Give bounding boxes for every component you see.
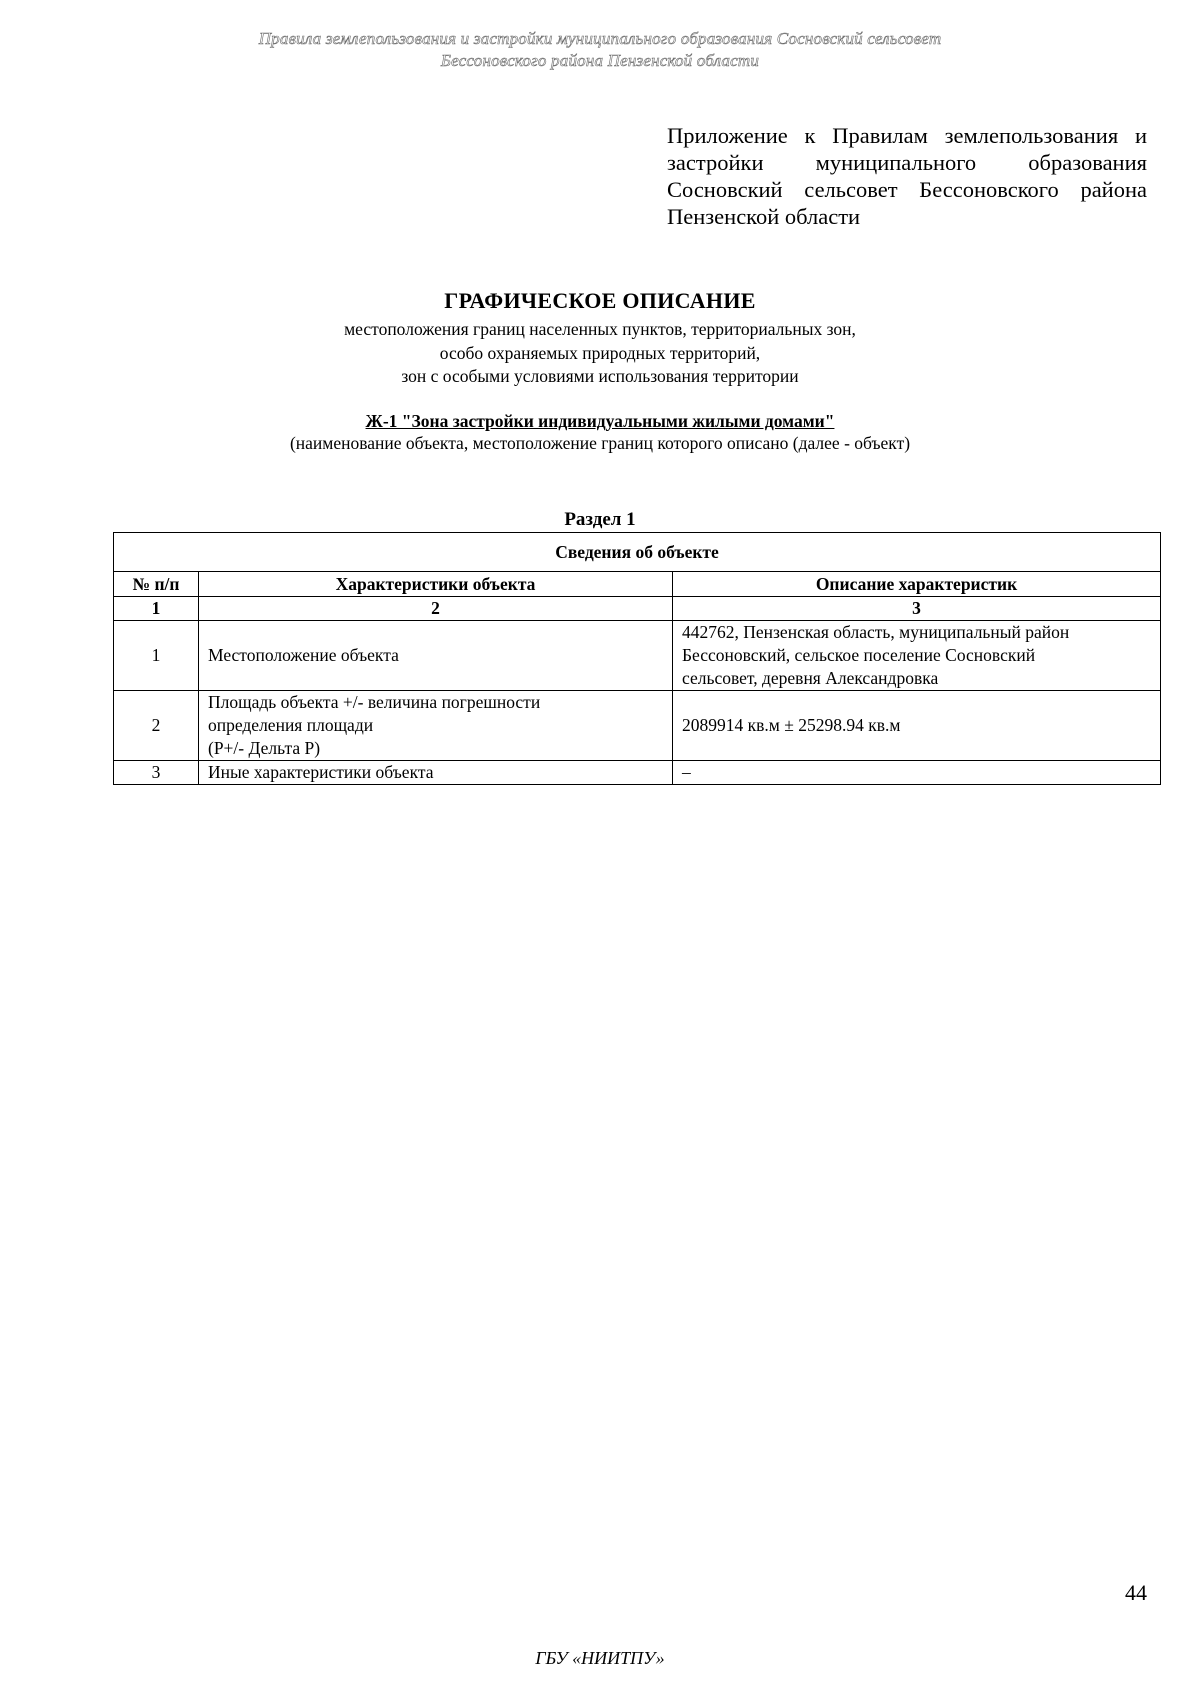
cell-line: 2089914 кв.м ± 25298.94 кв.м xyxy=(682,715,901,735)
row-characteristic xyxy=(199,761,673,785)
column-header: Описание характеристик xyxy=(673,572,1161,597)
row-description xyxy=(673,621,1161,691)
cell-line: Бессоновский, сельское поселение Сосновский xyxy=(682,645,1036,665)
table-row xyxy=(114,761,1161,785)
table-row xyxy=(114,691,1161,761)
row-number: 1 xyxy=(114,621,199,691)
row-number: 2 xyxy=(114,691,199,761)
cell-line: – xyxy=(682,762,691,782)
subtitle-line: особо охраняемых природных территорий, xyxy=(439,342,761,363)
column-number: 1 xyxy=(114,597,199,621)
column-number: 2 xyxy=(199,597,673,621)
column-header: Характеристики объекта xyxy=(199,572,673,597)
cell-line: Площадь объекта +/- величина погрешности xyxy=(208,692,541,712)
row-description xyxy=(673,761,1161,785)
column-number: 3 xyxy=(673,597,1161,621)
row-description xyxy=(673,691,1161,761)
page-number: 44 xyxy=(1125,1580,1147,1605)
appendix-note: Приложение к Правилам землепользования и застройки муниципального образования Сосновский сельсовет Бессоновского района Пензенской области xyxy=(667,123,1147,229)
table-header-row xyxy=(114,572,1161,597)
cell-line: сельсовет, деревня Александровка xyxy=(682,668,939,688)
column-header: № п/п xyxy=(114,572,199,597)
zone-caption: (наименование объекта, местоположение границ которого описано (далее - объект) xyxy=(289,433,911,453)
column-number-row xyxy=(114,597,1161,621)
running-header-line: Бессоновского района Пензенской области xyxy=(440,51,760,70)
table-row xyxy=(114,621,1161,691)
section-title: Раздел 1 xyxy=(564,509,636,530)
cell-line: (P+/- Дельта P) xyxy=(208,738,321,758)
running-header xyxy=(150,28,1050,72)
subtitle-line: местоположения границ населенных пунктов, территориальных зон, xyxy=(344,319,856,339)
cell-line: определения площади xyxy=(208,715,374,735)
cell-line: Местоположение объекта xyxy=(208,645,399,665)
object-info-table xyxy=(113,532,1161,785)
table-caption: Сведения об объекте xyxy=(114,533,1161,572)
cell-line: Иные характеристики объекта xyxy=(208,762,434,782)
row-characteristic xyxy=(199,621,673,691)
running-header-line: Правила землепользования и застройки муниципального образования Сосновский сельсовет xyxy=(258,29,942,48)
subtitle-line: зон с особыми условиями использования территории xyxy=(401,366,799,386)
row-characteristic xyxy=(199,691,673,761)
zone-name: Ж-1 "Зона застройки индивидуальными жилыми домами" xyxy=(365,411,835,431)
document-subtitle xyxy=(0,318,1200,389)
row-number: 3 xyxy=(114,761,199,785)
document-title: ГРАФИЧЕСКОЕ ОПИСАНИЕ xyxy=(444,288,756,313)
cell-line: 442762, Пензенская область, муниципальный район xyxy=(682,622,1070,642)
table-caption-row xyxy=(114,533,1161,572)
footer-organization: ГБУ «НИИТПУ» xyxy=(535,1648,665,1668)
